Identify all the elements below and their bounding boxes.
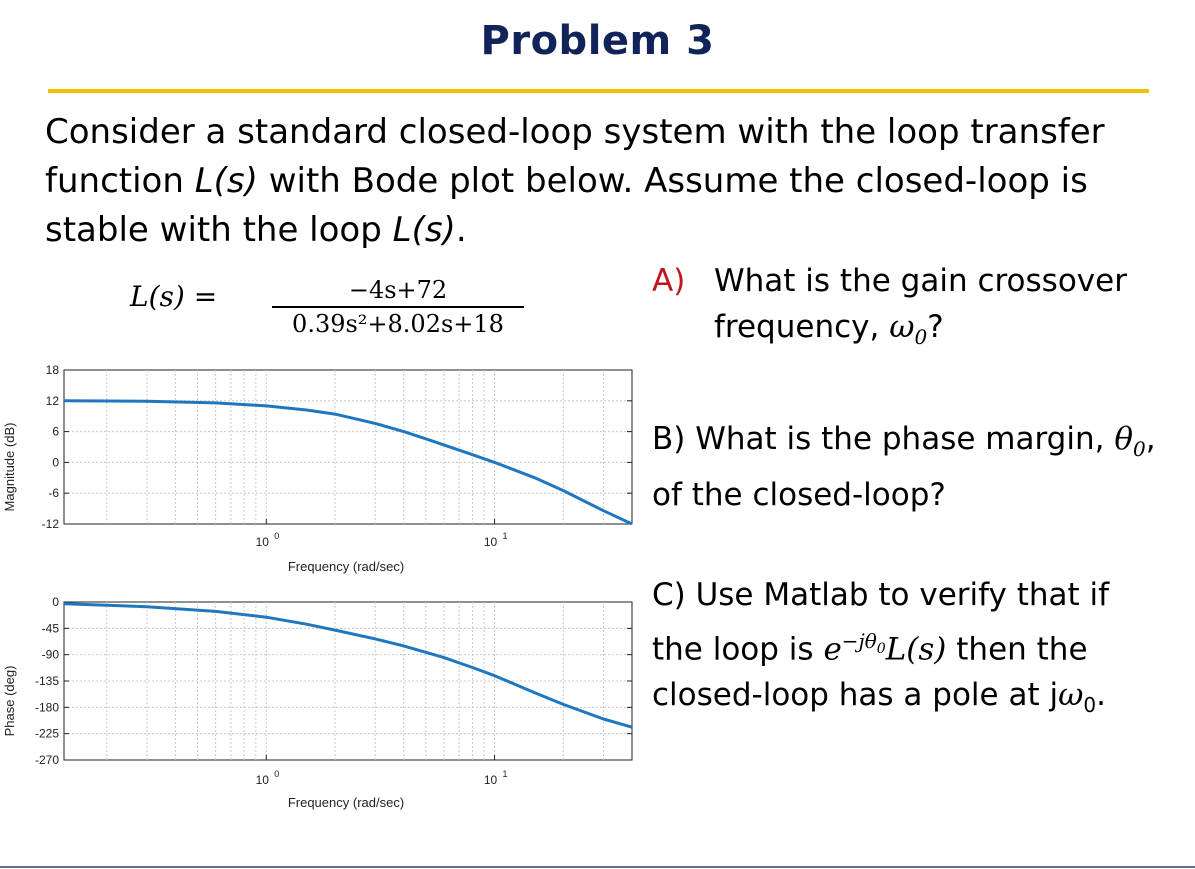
slide-title: Problem 3: [480, 18, 715, 64]
phase-y-tick-label: -45: [41, 621, 59, 636]
phase-y-axis-label: Phase (deg): [2, 665, 17, 737]
phase-y-tick-label: 0: [52, 595, 59, 609]
phase-y-tick-label: -90: [41, 647, 59, 662]
magnitude-y-tick-label: -6: [48, 486, 59, 501]
phase-x-tick-exponent: 1: [502, 769, 508, 779]
phase-y-tick-label: -225: [34, 726, 59, 741]
magnitude-x-tick-exponent: 1: [502, 531, 508, 541]
magnitude-plot-frame: [64, 370, 632, 524]
phase-y-tick-label: -270: [34, 753, 59, 767]
equation-numerator: −4s+72: [348, 276, 448, 304]
equation-lhs: L(s) =: [130, 280, 218, 313]
magnitude-y-axis-label: Magnitude (dB): [2, 422, 17, 512]
magnitude-x-tick-label: 10: [255, 535, 269, 549]
phase-x-tick-exponent: 0: [274, 769, 280, 779]
magnitude-y-tick-label: 12: [45, 393, 59, 408]
magnitude-x-tick-label: 10: [483, 535, 498, 549]
intro-line-1: Consider a standard closed-loop system with the loop transfer: [45, 112, 1105, 152]
equation-denominator: 0.39s²+8.02s+18: [292, 310, 504, 338]
magnitude-x-tick-exponent: 0: [274, 531, 280, 541]
magnitude-y-tick-label: 6: [52, 424, 59, 439]
title-divider: [48, 89, 1149, 93]
magnitude-y-tick-label: 18: [45, 363, 59, 377]
question-a-letter: A): [652, 263, 686, 299]
question-c: C) Use Matlab to verify that if the loop is $e^{-j\theta_0}L(s)$ then the closed-loop has a pole at $j\omega_0$.: [652, 577, 1110, 718]
footer-divider: [0, 866, 1195, 868]
phase-y-tick-label: -180: [34, 700, 59, 715]
magnitude-y-tick-label: -12: [41, 517, 59, 531]
question-b: B) What is the phase margin, $\theta_0$, of the closed-loop?: [652, 421, 1156, 514]
intro-line-3: stable with the loop L(s).: [45, 210, 467, 250]
magnitude-x-axis-label: Frequency (rad/sec): [287, 559, 405, 574]
intro-line-2: function L(s) with Bode plot below. Assume the closed-loop is: [45, 161, 1088, 201]
problem-statement: [45, 108, 1155, 255]
question-a-text: What is the gain crossover frequency, $\omega_0$?: [714, 263, 1127, 350]
equation-fraction: [272, 276, 524, 338]
fraction-bar: [272, 306, 524, 308]
bode-plot: [0, 360, 650, 820]
phase-x-axis-label: Frequency (rad/sec): [287, 795, 405, 810]
phase-y-tick-label: -135: [34, 674, 59, 688]
phase-x-tick-label: 10: [483, 773, 498, 787]
phase-x-tick-label: 10: [255, 773, 269, 787]
magnitude-y-tick-label: 0: [52, 455, 59, 470]
